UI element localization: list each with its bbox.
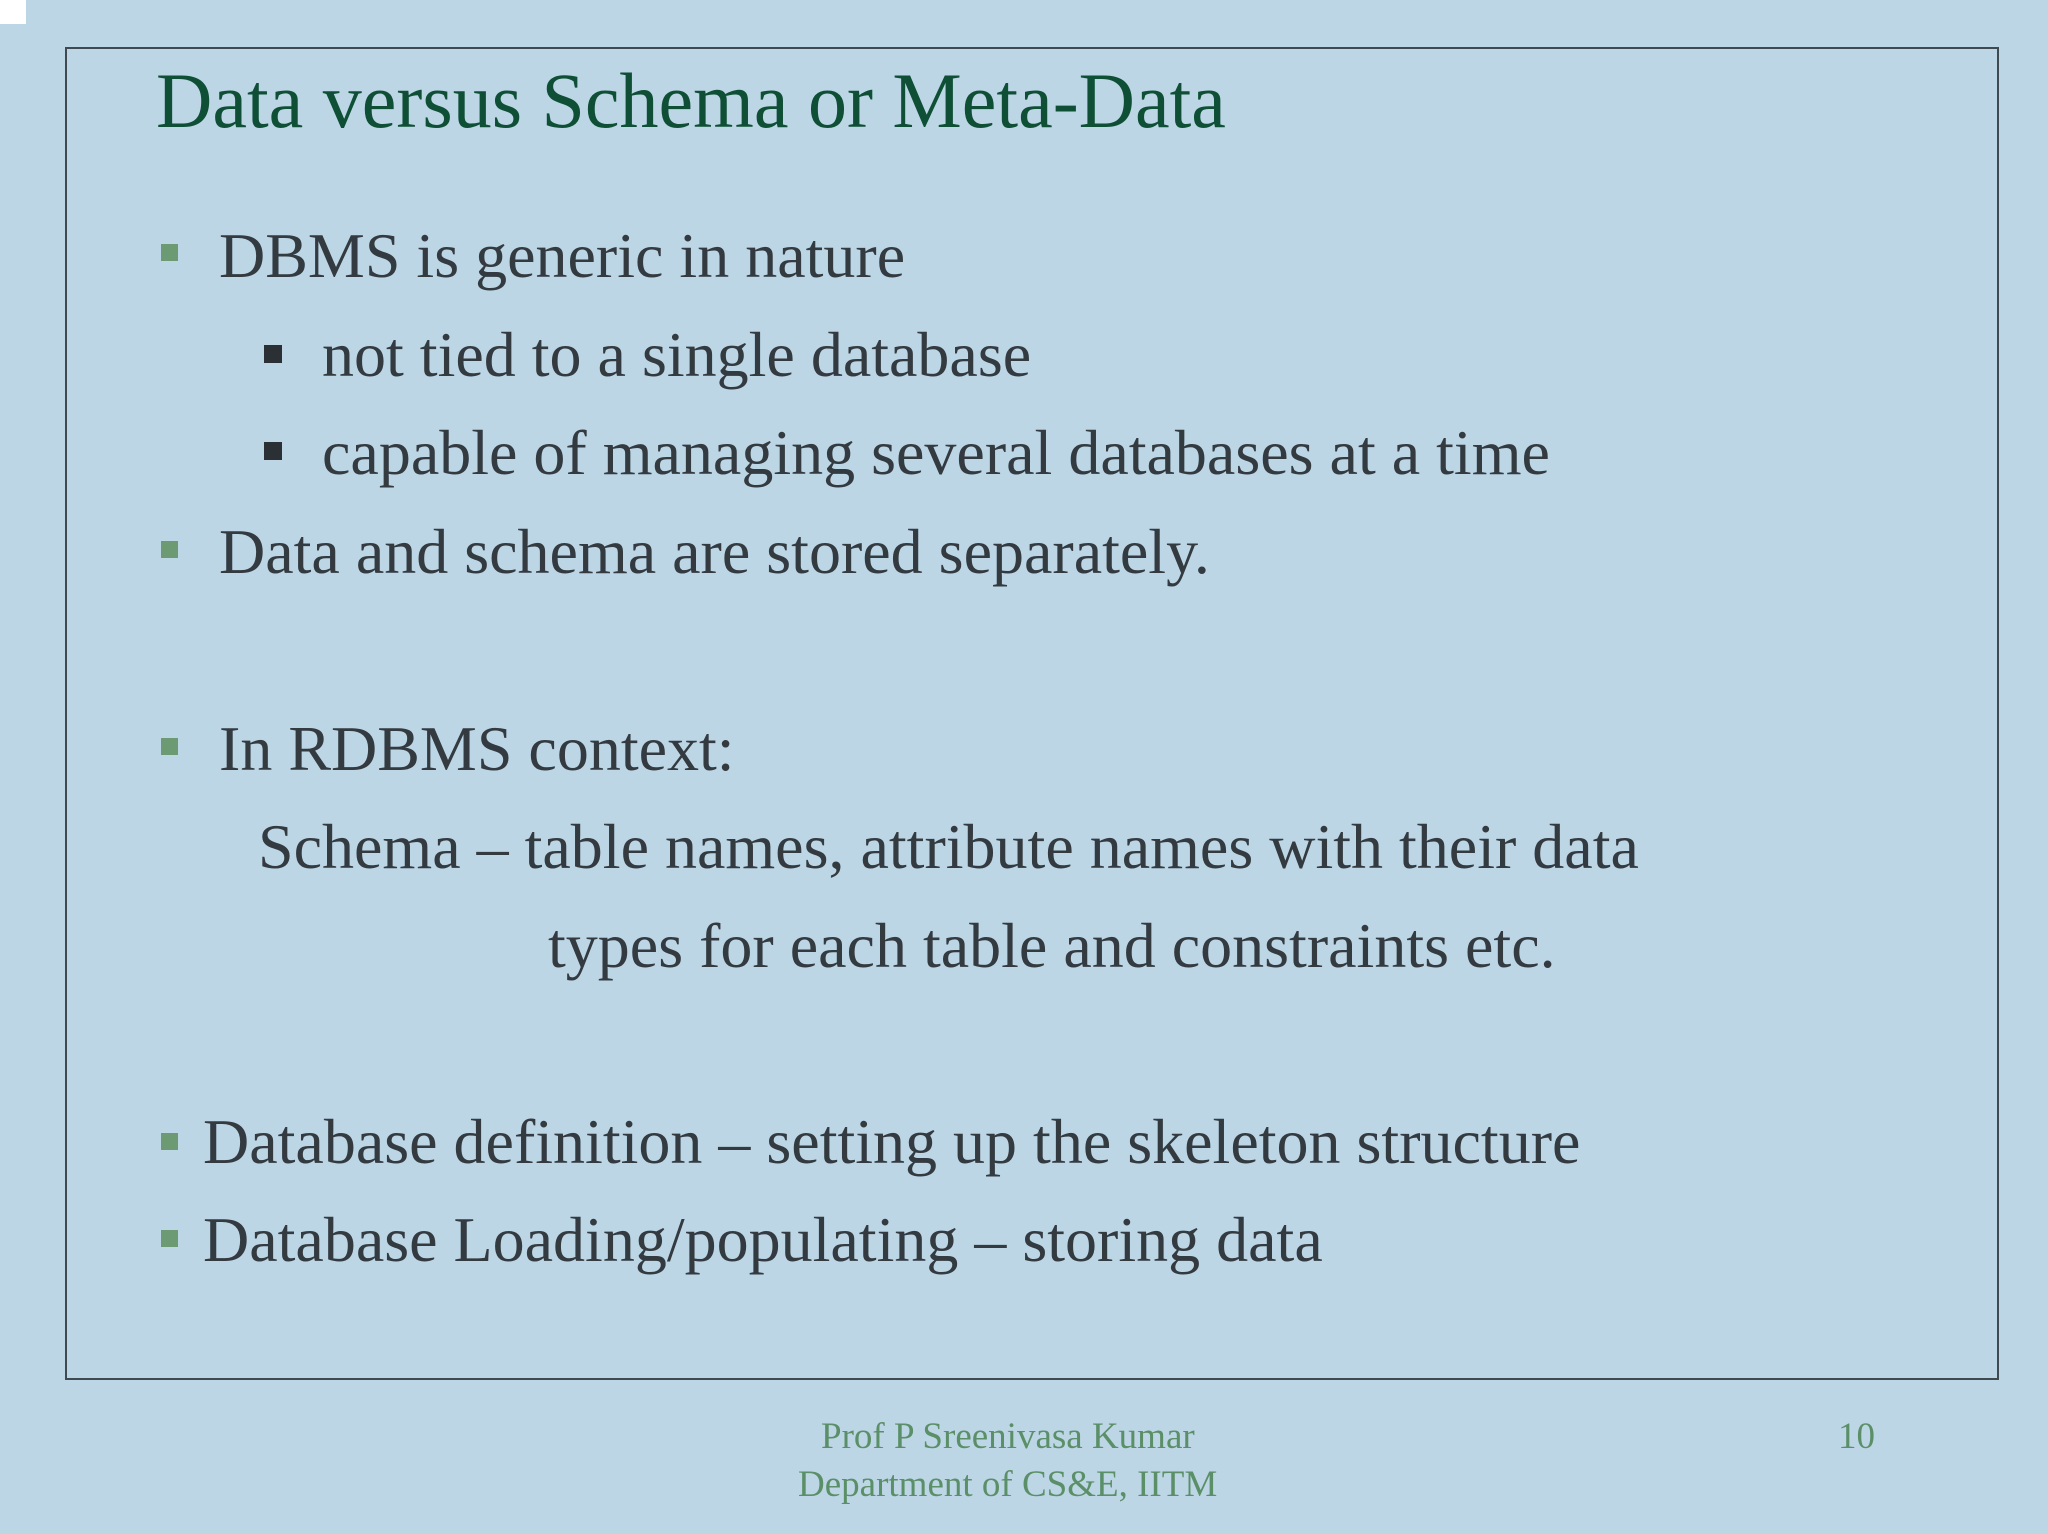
footer-author: Prof P Sreenivasa Kumar <box>821 1416 1195 1457</box>
sub-bullet-multiple-databases: capable of managing several databases at a time <box>322 417 1550 488</box>
bullet-marker <box>161 738 178 755</box>
bullet-database-definition: Database definition – setting up the skeleton structure <box>203 1106 1581 1177</box>
bullet-marker <box>161 541 178 558</box>
schema-definition-line1: Schema – table names, attribute names with their data <box>258 811 1639 882</box>
bullet-stored-separately: Data and schema are stored separately. <box>219 516 1210 587</box>
footer-department: Department of CS&E, IITM <box>798 1464 1218 1505</box>
bullet-marker <box>161 1133 178 1150</box>
schema-definition-line2: types for each table and constraints etc. <box>548 910 1556 981</box>
bullet-marker <box>161 244 178 261</box>
bullet-rdbms-context: In RDBMS context: <box>219 713 735 784</box>
bullet-database-loading: Database Loading/populating – storing data <box>203 1204 1323 1275</box>
sub-bullet-marker <box>264 442 282 460</box>
slide-title: Data versus Schema or Meta-Data <box>156 57 1226 144</box>
sub-bullet-marker <box>264 345 282 363</box>
corner-mark <box>0 0 26 24</box>
sub-bullet-not-tied: not tied to a single database <box>322 319 1032 390</box>
bullet-marker <box>161 1230 178 1247</box>
bullet-dbms-generic: DBMS is generic in nature <box>219 220 906 291</box>
page-number: 10 <box>1838 1416 1875 1457</box>
